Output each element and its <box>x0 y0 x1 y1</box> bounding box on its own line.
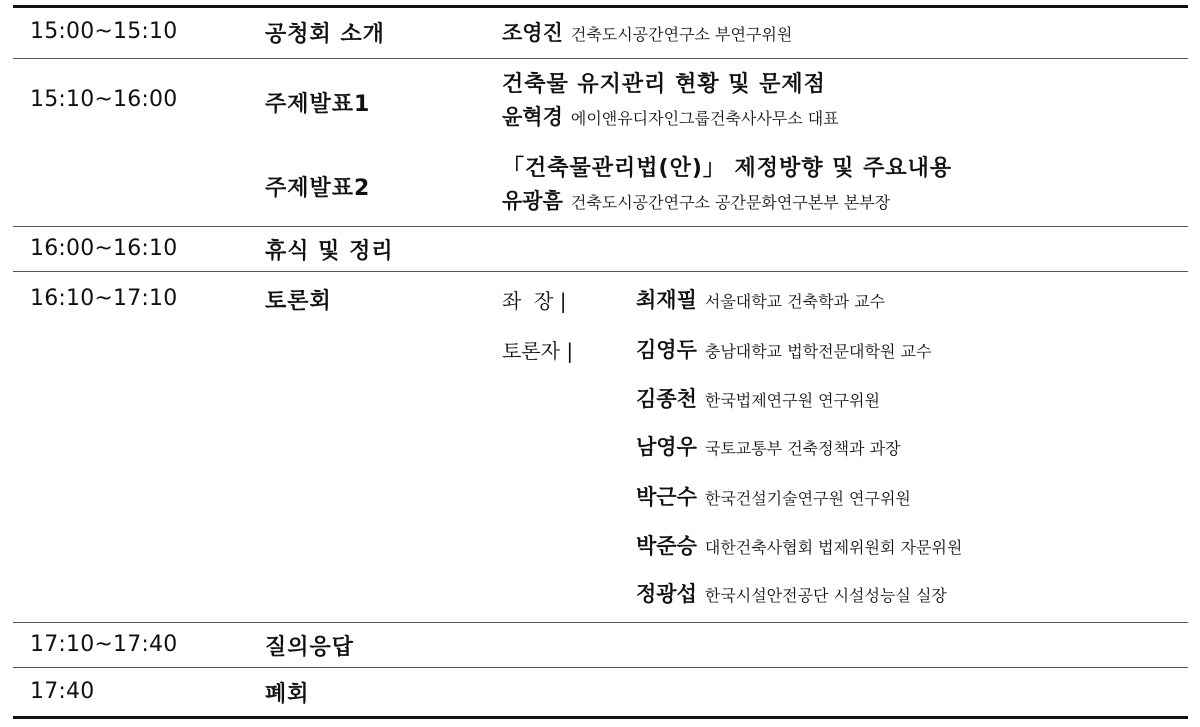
discussant <box>636 530 962 560</box>
person-affiliation: 국토교통부 건축정책과 과장 <box>704 439 901 458</box>
person-name: 박준승 <box>636 534 697 558</box>
speaker <box>502 101 839 131</box>
person-name: 김영두 <box>636 338 697 362</box>
row-time: 16:00~16:10 <box>30 236 178 261</box>
top-rule <box>13 5 1188 8</box>
speaker-name: 윤혁경 <box>502 105 563 129</box>
chair-person <box>636 284 885 314</box>
discussant <box>636 431 901 461</box>
speaker-name: 조영진 <box>502 21 563 45</box>
row-divider <box>13 226 1188 227</box>
speaker-affiliation: 건축도시공간연구소 공간문화연구본부 본부장 <box>570 193 891 212</box>
discussant <box>636 334 931 364</box>
person-name: 최재필 <box>636 288 697 312</box>
row-divider <box>13 622 1188 623</box>
person-name: 정광섭 <box>636 582 697 606</box>
speaker-affiliation: 건축도시공간연구소 부연구위원 <box>570 25 793 44</box>
row-divider <box>13 667 1188 668</box>
row-divider <box>13 271 1188 272</box>
row-time: 15:10~16:00 <box>30 87 178 112</box>
discussant <box>636 481 911 511</box>
presentation-topic: 「건축물관리법(안)」 제정방향 및 주요내용 <box>502 156 953 181</box>
speaker-name: 유광흠 <box>502 189 563 213</box>
person-name: 박근수 <box>636 485 697 509</box>
discussant <box>636 383 880 413</box>
speaker-affiliation: 에이앤유디자인그룹건축사사무소 대표 <box>570 109 839 128</box>
person-affiliation: 충남대학교 법학전문대학원 교수 <box>704 342 932 361</box>
person-affiliation: 한국법제연구원 연구위원 <box>704 391 880 410</box>
row-title: 휴식 및 정리 <box>265 239 394 264</box>
row-title: 토론회 <box>265 289 332 314</box>
row-title: 공청회 소개 <box>265 22 385 47</box>
presentation-topic: 건축물 유지관리 현황 및 문제점 <box>502 72 826 97</box>
person-affiliation: 한국시설안전공단 시설성능실 실장 <box>704 586 947 605</box>
discussant-label: 토론자 | <box>502 339 574 363</box>
row-divider <box>13 58 1188 59</box>
bottom-rule <box>13 716 1188 719</box>
row-title: 주제발표1 <box>265 92 371 117</box>
speaker <box>502 185 890 215</box>
chair-label: 좌 장 | <box>502 289 567 313</box>
person-affiliation: 서울대학교 건축학과 교수 <box>704 292 886 311</box>
row-time: 15:00~15:10 <box>30 19 178 44</box>
row-time: 17:10~17:40 <box>30 632 178 657</box>
person-affiliation: 대한건축사협회 법제위원회 자문위원 <box>704 538 963 557</box>
person-name: 남영우 <box>636 435 697 459</box>
row-title: 질의응답 <box>265 635 355 660</box>
row-time: 17:40 <box>30 679 95 704</box>
person-affiliation: 한국건설기술연구원 연구위원 <box>704 489 911 508</box>
row-title: 주제발표2 <box>265 176 371 201</box>
row-title: 폐회 <box>265 682 310 707</box>
person-name: 김종천 <box>636 387 697 411</box>
speaker <box>502 17 792 47</box>
discussant <box>636 578 947 608</box>
row-time: 16:10~17:10 <box>30 286 178 311</box>
